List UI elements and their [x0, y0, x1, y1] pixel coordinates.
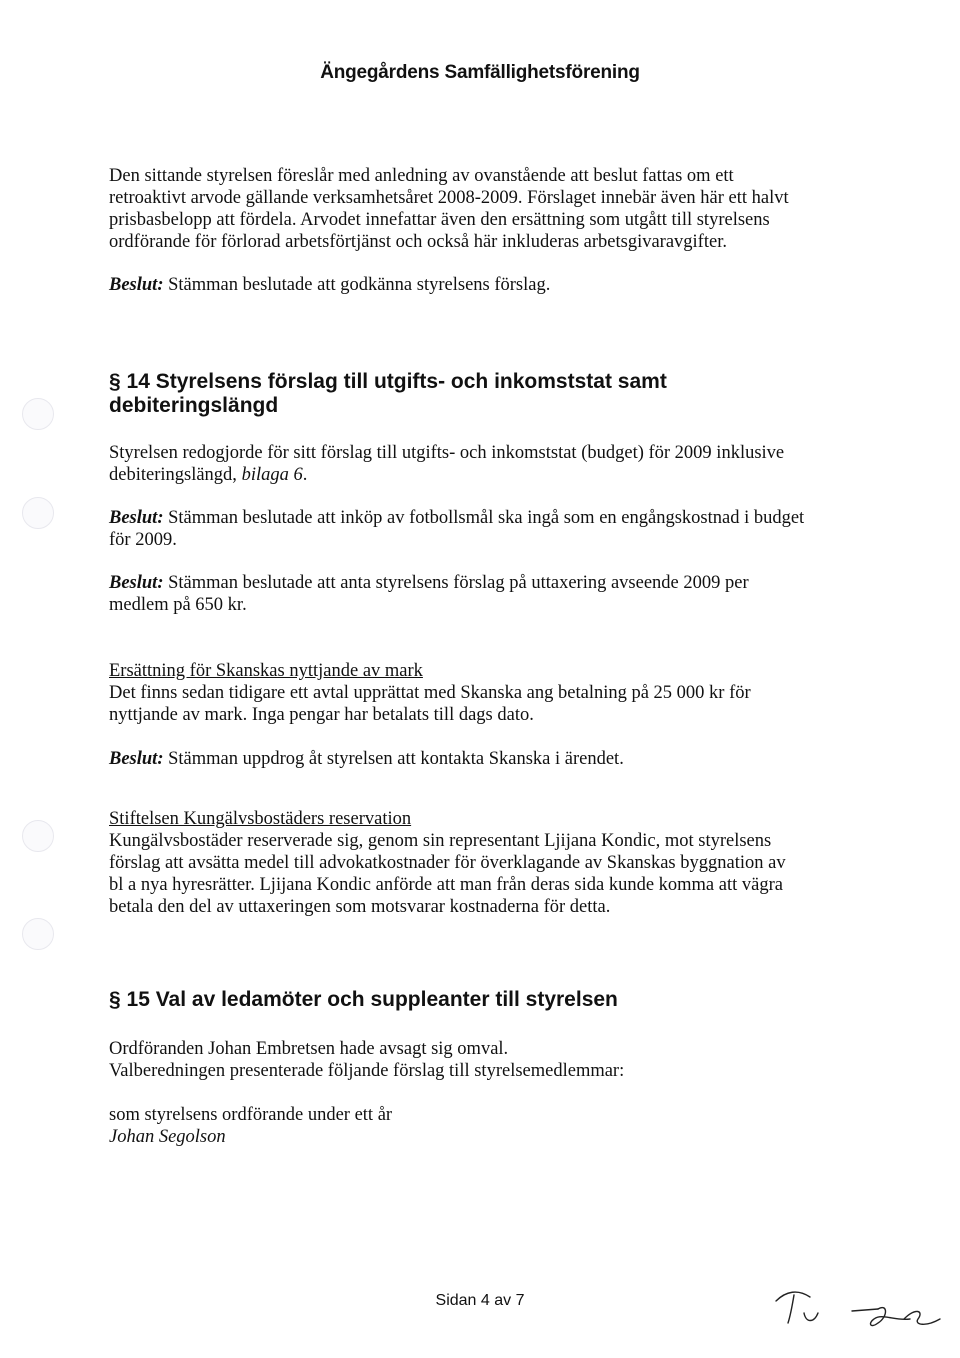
paragraph-line: [109, 464, 849, 486]
beslut-line: medlem på 650 kr.: [109, 595, 247, 615]
beslut-label: Beslut:: [109, 573, 164, 593]
beslut-label: Beslut:: [109, 275, 164, 295]
paragraph-line: förslag att avsätta medel till advokatkostnader för överklagande av Skanskas byggnation av: [109, 853, 786, 873]
intro-line: Den sittande styrelsen föreslår med anledning av ovanstående att beslut fattas om ett: [109, 166, 734, 186]
punch-hole: [22, 918, 54, 950]
beslut-text: Stämman beslutade att inköp av fotbollsmål ska ingå som en engångskostnad i budget: [163, 508, 805, 528]
intro-line: retroaktivt arvode gällande verksamhetsåret 2008-2009. Förslaget innebär även här ett halvt: [109, 188, 789, 208]
beslut-line: [109, 507, 849, 529]
beslut-text: Stämman beslutade att anta styrelsens förslag på uttaxering avseende 2009 per: [163, 573, 749, 593]
beslut-uttaxering: [109, 572, 849, 616]
beslut-line: [109, 572, 849, 594]
subsection-skanska: [109, 660, 849, 726]
signature-initials: [770, 1283, 950, 1333]
beslut-fotbollsmal: [109, 507, 849, 551]
paragraph-line: Ordföranden Johan Embretsen hade avsagt sig omval.: [109, 1039, 509, 1059]
section-heading-line: § 14 Styrelsens förslag till utgifts- och inkomststat samt: [109, 370, 667, 393]
punch-hole: [22, 398, 54, 430]
document-body: [109, 165, 849, 1148]
paragraph-line: Kungälvsbostäder reserverade sig, genom sin representant Ljijana Kondic, mot styrelsens: [109, 831, 772, 851]
paragraph-text: .: [302, 465, 308, 485]
section-15-heading: § 15 Val av ledamöter och suppleanter till styrelsen: [109, 988, 618, 1011]
section-14-heading: [109, 370, 849, 418]
punch-hole: [22, 497, 54, 529]
beslut-label: Beslut:: [109, 508, 164, 528]
punch-hole: [22, 820, 54, 852]
paragraph-line: betala den del av uttaxeringen som motsvarar kostnaderna för detta.: [109, 897, 611, 917]
intro-line: ordförande för förlorad arbetsförtjänst och också här inkluderas arbetsgivaravgifter.: [109, 232, 727, 252]
paragraph-line: Valberedningen presenterade följande förslag till styrelsemedlemmar:: [109, 1061, 625, 1081]
nominee-block: [109, 1104, 849, 1148]
section-14-paragraph: [109, 442, 849, 486]
intro-paragraph: [109, 165, 849, 253]
section-heading-line: debiteringslängd: [109, 394, 279, 417]
bilaga-reference: bilaga 6: [241, 465, 303, 485]
beslut-text: Stämman beslutade att godkänna styrelsens förslag.: [163, 275, 551, 295]
paragraph-line: nyttjande av mark. Inga pengar har betalats till dags dato.: [109, 705, 534, 725]
beslut-skanska: [109, 748, 849, 770]
paragraph-line: Styrelsen redogjorde för sitt förslag till utgifts- och inkomststat (budget) för 2009 inklusive: [109, 443, 785, 463]
paragraph-line: Det finns sedan tidigare ett avtal upprättat med Skanska ang betalning på 25 000 kr för: [109, 683, 751, 703]
role-line: som styrelsens ordförande under ett år: [109, 1105, 393, 1125]
beslut-text: Stämman uppdrog åt styrelsen att kontakta Skanska i ärendet.: [163, 749, 624, 769]
beslut-label: Beslut:: [109, 749, 164, 769]
section-15-paragraph: [109, 1038, 849, 1082]
nominee-name: Johan Segolson: [109, 1127, 226, 1147]
beslut-intro: [109, 274, 849, 296]
page-number: Sidan 4 av 7: [435, 1292, 525, 1309]
paragraph-text: debiteringslängd,: [109, 465, 242, 485]
paragraph-line: bl a nya hyresrätter. Ljijana Kondic anförde att man från deras sida kunde komma att vägra: [109, 875, 783, 895]
subsection-title: Stiftelsen Kungälvsbostäders reservation: [109, 809, 412, 829]
subsection-title: Ersättning för Skanskas nyttjande av mark: [109, 661, 423, 681]
beslut-line: för 2009.: [109, 530, 177, 550]
document-header: Ängegårdens Samfällighetsförening: [320, 62, 640, 83]
subsection-kungalvsbostader: [109, 808, 849, 918]
intro-line: prisbasbelopp att fördela. Arvodet innefattar även den ersättning som utgått till styrelsens: [109, 210, 770, 230]
